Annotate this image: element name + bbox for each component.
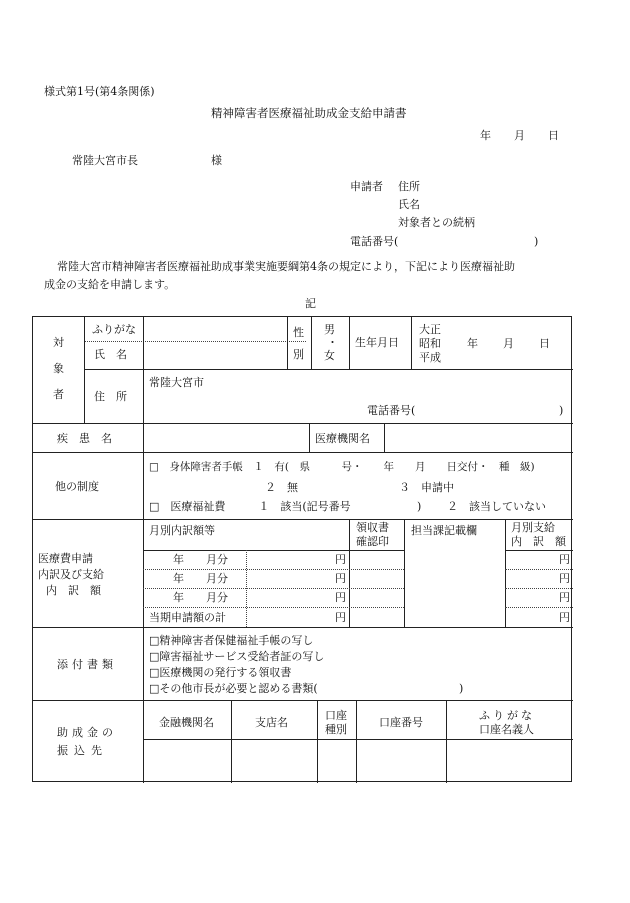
yen-1: 円 <box>335 553 346 566</box>
date-year: 年 <box>480 129 491 142</box>
attachment-1: □精神障害者保健福祉手帳の写し <box>149 634 314 647</box>
system-line-1: □ 身体障害者手帳 １ 有( 県 号・ 年 月 日交付・ 種 級) <box>149 461 535 473</box>
subject-header-2: 象 <box>53 362 64 375</box>
monthly-pay-header-1: 月別支給 <box>511 521 555 534</box>
birth-day: 日 <box>539 337 550 350</box>
subject-header-3: 者 <box>53 388 64 401</box>
branch-header: 支店名 <box>255 716 288 729</box>
form-number: 様式第1号(第4条関係) <box>44 85 155 98</box>
yen-2: 円 <box>335 572 346 585</box>
era-taisho: 大正 <box>419 323 441 336</box>
holder-header-1: ふりがな <box>479 709 535 722</box>
applicant-label: 申請者 <box>350 180 383 193</box>
shimei-label: 氏 名 <box>94 348 127 361</box>
hospital-label: 医療機関名 <box>315 432 370 445</box>
yen-4: 円 <box>335 611 346 624</box>
body-line-1: 常陸大宮市精神障害者医療福祉助成事業実施要綱第4条の規定により，下記により医療福祉助 <box>57 260 515 273</box>
month-row-3: 年 月分 <box>173 591 228 604</box>
yen-6: 円 <box>559 572 570 585</box>
yen-3: 円 <box>335 591 346 604</box>
sex-dot: ・ <box>327 336 338 349</box>
transfer-label-1: 助成金の <box>57 726 117 739</box>
disease-label: 疾 患 名 <box>57 432 112 445</box>
addressee-mayor: 常陸大宮市長 <box>72 154 138 167</box>
month-row-1: 年 月分 <box>173 553 228 566</box>
sex-label-2: 別 <box>293 348 304 361</box>
sex-male: 男 <box>324 323 335 336</box>
attachment-3: □医療機関の発行する領収書 <box>149 666 292 679</box>
transfer-label-2: 振込先 <box>57 744 108 757</box>
sex-female: 女 <box>324 349 335 362</box>
system-line-3a: □ 医療福祉費 １ 該当(記号番号 <box>149 500 351 513</box>
era-heisei: 平成 <box>419 351 441 364</box>
attachment-4: □その他市長が必要と認める書類( <box>149 682 318 695</box>
monthly-pay-header-2: 内 訳 額 <box>511 535 566 548</box>
system-line-3b: ) <box>417 500 422 513</box>
applicant-phone-close: ) <box>534 235 539 248</box>
medical-label-2: 内訳及び支給 <box>38 568 104 581</box>
clerk-header: 担当課記載欄 <box>411 524 477 537</box>
addressee-honorific: 様 <box>211 154 222 167</box>
medical-label-1: 医療費申請 <box>38 552 93 565</box>
yen-5: 円 <box>559 553 570 566</box>
medical-label-3: 内 訳 額 <box>46 584 101 597</box>
furigana-label: ふりがな <box>92 323 136 336</box>
system-line-2a: ２ 無 <box>265 481 298 494</box>
account-type-header-1: 口座 <box>325 709 347 722</box>
receipt-header-2: 確認印 <box>356 535 389 548</box>
other-system-label: 他の制度 <box>55 480 99 493</box>
total-label: 当期申請額の計 <box>149 611 226 624</box>
applicant-relation: 対象者との続柄 <box>398 216 475 229</box>
yen-8: 円 <box>559 611 570 624</box>
body-line-2: 成金の支給を申請します。 <box>44 278 176 291</box>
applicant-address: 住所 <box>398 180 420 193</box>
yen-7: 円 <box>559 591 570 604</box>
date-day: 日 <box>548 129 559 142</box>
date-month: 月 <box>514 129 525 142</box>
receipt-header-1: 領収書 <box>356 521 389 534</box>
page-title: 精神障害者医療福祉助成金支給申請書 <box>211 106 407 120</box>
address-city: 常陸大宮市 <box>149 376 204 389</box>
address-phone: 電話番号( <box>367 404 416 417</box>
monthly-header: 月別内訳額等 <box>149 524 215 537</box>
subject-header-1: 対 <box>53 336 64 349</box>
birth-month: 月 <box>503 337 514 350</box>
address-phone-close: ) <box>559 404 564 417</box>
system-line-3c: ２ 該当していない <box>447 500 546 513</box>
applicant-name: 氏名 <box>398 198 420 211</box>
era-showa: 昭和 <box>419 337 441 350</box>
address-label: 住 所 <box>94 390 127 403</box>
ki-heading: 記 <box>305 297 316 310</box>
month-row-2: 年 月分 <box>173 572 228 585</box>
birth-label: 生年月日 <box>355 336 399 349</box>
application-table <box>32 316 572 782</box>
attach-label: 添付書類 <box>57 658 117 671</box>
applicant-phone: 電話番号( <box>350 235 399 248</box>
account-type-header-2: 種別 <box>325 723 347 736</box>
holder-header-2: 口座名義人 <box>479 723 534 736</box>
system-line-2b: ３ 申請中 <box>399 481 454 494</box>
account-number-header: 口座番号 <box>379 716 423 729</box>
attachment-close: ) <box>459 682 464 695</box>
birth-year: 年 <box>467 337 478 350</box>
attachment-2: □障害福祉サービス受給者証の写し <box>149 650 325 663</box>
sex-label-1: 性 <box>293 326 304 339</box>
bank-header: 金融機関名 <box>159 716 214 729</box>
